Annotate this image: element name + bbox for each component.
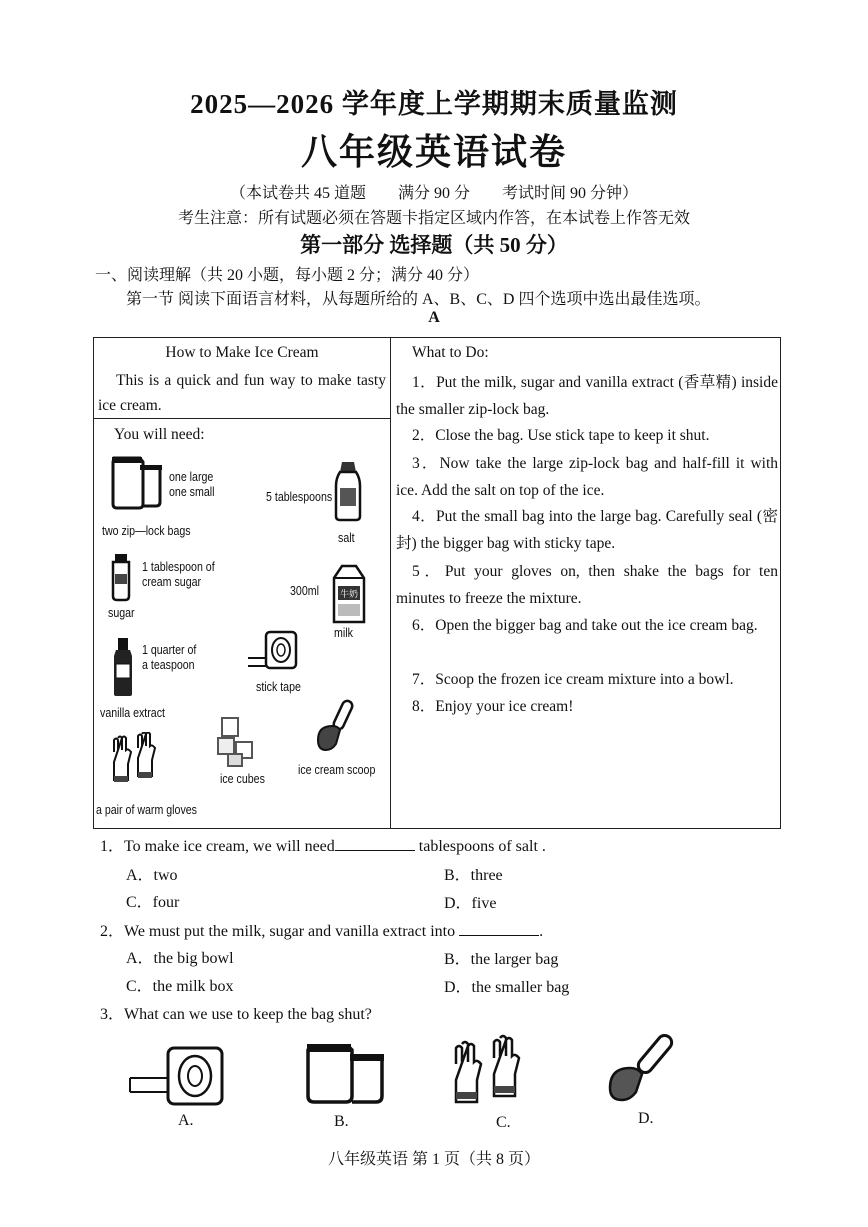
q1-option-b[interactable]: B．three xyxy=(444,867,503,884)
scoop-label: ice cream scoop xyxy=(298,763,376,777)
question-3 xyxy=(100,1001,372,1024)
question-1 xyxy=(100,833,546,856)
step-5: 5．Put your gloves on, then shake the bags for ten minutes to freeze the mixture. xyxy=(396,563,778,607)
recipe-description: This is a quick and fun way to make tasty ice cream. xyxy=(98,372,386,414)
salt-shaker-icon xyxy=(332,458,364,522)
question-count: （本试卷共 45 道题 xyxy=(229,185,366,202)
exam-time: 考试时间 90 分钟） xyxy=(502,185,639,202)
subsection-instructions: 第一节 阅读下面语言材料，从每题所给的 A、B、C、D 四个选项中选出最佳选项。 xyxy=(126,291,711,308)
milk-carton-icon xyxy=(328,564,368,624)
step-1: 1．Put the milk, sugar and vanilla extract (香草精) inside the smaller zip-lock bag. xyxy=(396,374,778,418)
q3-option-c[interactable]: C. xyxy=(496,1114,511,1131)
q1-option-d[interactable]: D．five xyxy=(444,895,497,912)
page-footer: 八年级英语 第 1 页（共 8 页） xyxy=(327,1151,540,1168)
salt-label: salt xyxy=(338,531,355,545)
question-3-stem: 3．What can we use to keep the bag shut? xyxy=(100,1006,372,1023)
milk-label: milk xyxy=(334,626,353,640)
q2-option-b[interactable]: B．the larger bag xyxy=(444,951,559,968)
ice-cream-scoop-icon xyxy=(312,698,362,758)
step-2: 2．Close the bag. Use stick tape to keep it shut. xyxy=(412,427,710,444)
q3-gloves-image[interactable] xyxy=(448,1034,534,1106)
recipe-title: How to Make Ice Cream xyxy=(165,344,319,361)
step-8: 8．Enjoy your ice cream! xyxy=(412,698,574,715)
gloves-label: a pair of warm gloves xyxy=(96,803,197,817)
warm-gloves-icon xyxy=(108,732,164,790)
svg-text:牛奶: 牛奶 xyxy=(339,590,359,600)
what-to-do-label: What to Do: xyxy=(412,344,489,361)
question-2-stem: 2．We must put the milk, sugar and vanilla extract into xyxy=(100,923,456,940)
step-7: 7．Scoop the frozen ice cream mixture into a bowl. xyxy=(412,671,734,688)
q2-option-a[interactable]: A．the big bowl xyxy=(126,950,234,967)
question-1-tail: tablespoons of salt . xyxy=(414,838,546,855)
recipe-table xyxy=(93,337,781,829)
q3-option-d[interactable]: D. xyxy=(638,1110,654,1127)
q3-option-b[interactable]: B. xyxy=(334,1113,349,1130)
q3-option-a[interactable]: A. xyxy=(178,1112,194,1129)
ice-cubes-label: ice cubes xyxy=(220,772,265,786)
recipe-intro xyxy=(94,338,390,419)
milk-quantity: 300ml xyxy=(290,584,319,598)
answer-blank[interactable] xyxy=(459,921,539,936)
tape-label: stick tape xyxy=(256,680,301,694)
sugar-quantity: 1 tablespoon of cream sugar xyxy=(142,560,215,589)
salt-quantity: 5 tablespoons xyxy=(266,490,333,504)
question-1-stem: 1．To make ice cream, we will need xyxy=(100,838,335,855)
need-label: You will need: xyxy=(114,426,205,443)
ice-cubes-icon xyxy=(214,714,258,768)
vanilla-bottle-icon xyxy=(110,636,136,698)
paper-title: 八年级英语试卷 xyxy=(300,132,567,172)
q3-zip-bags-image[interactable] xyxy=(302,1040,388,1106)
step-3: 3．Now take the large zip-lock bag and half-fill it with ice. Add the salt on top of the ice. xyxy=(396,455,778,499)
q2-option-c[interactable]: C．the milk box xyxy=(126,978,234,995)
question-2 xyxy=(100,918,543,941)
step-4: 4．Put the small bag into the large bag. Carefully seal (密封) the bigger bag with sticky tape. xyxy=(396,508,778,552)
step-6: 6．Open the bigger bag and take out the ice cream bag. xyxy=(412,617,758,634)
exam-notice: 考生注意：所有试题必须在答题卡指定区域内作答，在本试卷上作答无效 xyxy=(177,210,690,227)
q3-scoop-image[interactable] xyxy=(604,1030,690,1106)
passage-label: A xyxy=(428,309,440,326)
q2-option-d[interactable]: D．the smaller bag xyxy=(444,979,570,996)
section-heading: 一、阅读理解（共 20 小题，每小题 2 分；满分 40 分） xyxy=(95,267,480,284)
q1-option-a[interactable]: A．two xyxy=(126,867,178,884)
vanilla-label: vanilla extract xyxy=(100,706,165,720)
answer-blank[interactable] xyxy=(335,836,415,851)
ingredients-column xyxy=(94,338,391,828)
full-score: 满分 90 分 xyxy=(397,185,470,202)
zip-lock-bags-icon xyxy=(106,454,166,510)
q3-tape-image[interactable] xyxy=(128,1038,228,1108)
question-2-tail: . xyxy=(539,923,544,940)
part-heading: 第一部分 选择题（共 50 分） xyxy=(300,233,568,257)
exam-title: 2025—2026 学年度上学期期末质量监测 xyxy=(190,89,678,119)
bags-size-label: one large one small xyxy=(169,470,215,499)
stick-tape-icon xyxy=(244,628,300,672)
q1-option-c[interactable]: C．four xyxy=(126,894,180,911)
vanilla-quantity: 1 quarter of a teaspoon xyxy=(142,643,197,672)
bags-label: two zip—lock bags xyxy=(102,524,191,538)
sugar-jar-icon xyxy=(108,552,134,602)
sugar-label: sugar xyxy=(108,606,135,620)
exam-info xyxy=(0,180,868,203)
